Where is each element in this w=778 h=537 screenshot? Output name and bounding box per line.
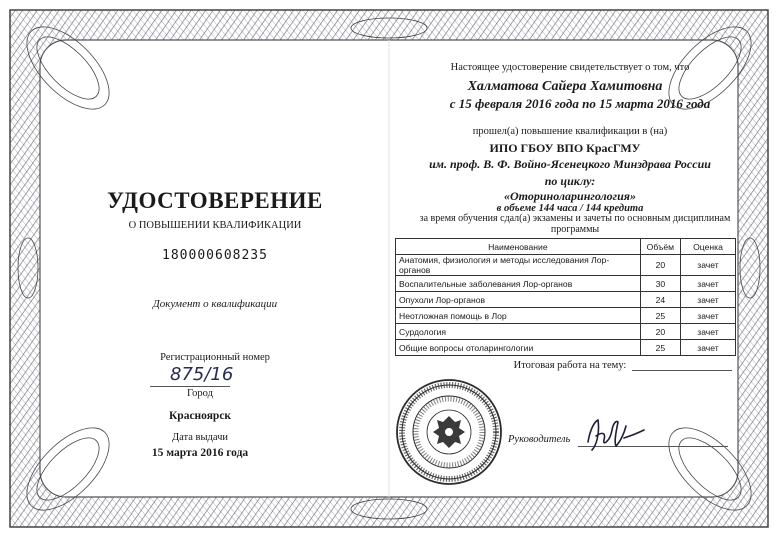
final-work-underline — [632, 370, 732, 371]
table-header-row — [396, 239, 736, 255]
table-row — [396, 340, 736, 356]
city-label: Город — [187, 388, 213, 399]
subject-grade: зачет — [681, 276, 736, 292]
head-label: Руководитель — [508, 434, 571, 445]
registration-underline — [150, 386, 230, 387]
registration-label: Регистрационный номер — [160, 352, 270, 363]
training-period: с 15 февраля 2016 года по 15 марта 2016 года — [449, 96, 711, 111]
subject-grade: зачет — [681, 292, 736, 308]
round-official-seal-icon — [395, 378, 503, 486]
subject-name: Опухоли Лор-органов — [396, 292, 641, 308]
subject-grade: зачет — [681, 340, 736, 356]
issue-date-value: 15 марта 2016 года — [151, 447, 249, 459]
cycle-name: «Оториноларингология» — [504, 189, 636, 203]
institution-name: ИПО ГБОУ ВПО КрасГМУ — [489, 141, 641, 155]
subjects-table — [395, 238, 736, 356]
header-name: Наименование — [396, 239, 641, 255]
subject-name: Анатомия, физиология и методы исследования Лор-органов — [396, 255, 641, 276]
city-value: Красноярск — [168, 410, 232, 422]
handwritten-signature-icon — [580, 412, 650, 454]
person-name: Халматова Сайера Хамитовна — [467, 79, 663, 94]
subject-name: Неотложная помощь в Лор — [396, 308, 641, 324]
cycle-label: по циклу: — [544, 174, 596, 188]
table-row — [396, 324, 736, 340]
header-grade: Оценка — [681, 239, 736, 255]
subject-volume: 20 — [640, 324, 680, 340]
trained-at-label: прошел(а) повышение квалификации в (на) — [472, 126, 668, 137]
subject-name: Общие вопросы отоларингологии — [396, 340, 641, 356]
header-volume: Объём — [640, 239, 680, 255]
subject-volume: 30 — [640, 276, 680, 292]
document-type: Документ о квалификации — [152, 298, 278, 310]
subject-volume: 25 — [640, 308, 680, 324]
table-row — [396, 292, 736, 308]
table-row — [396, 308, 736, 324]
subject-name: Воспалительные заболевания Лор-органов — [396, 276, 641, 292]
registration-number: 875/16 — [170, 364, 234, 385]
table-row — [396, 276, 736, 292]
final-work-label: Итоговая работа на тему: — [513, 360, 627, 371]
subject-grade: зачет — [681, 308, 736, 324]
exam-note: за время обучения сдал(а) экзамены и зачеты по основным дисциплинам программы — [419, 213, 731, 235]
subject-grade: зачет — [681, 255, 736, 276]
course-volume: в объеме 144 часа / 144 кредита — [496, 203, 644, 214]
document-subtitle: О ПОВЫШЕНИИ КВАЛИФИКАЦИИ — [128, 220, 302, 231]
subject-volume: 20 — [640, 255, 680, 276]
document-title: УДОСТОВЕРЕНИЕ — [107, 188, 323, 213]
document-number: 180000608235 — [162, 248, 268, 263]
institution-name-full: им. проф. В. Ф. Войно-Ясенецкого Минздрава России — [429, 157, 711, 171]
subject-grade: зачет — [681, 324, 736, 340]
subject-volume: 24 — [640, 292, 680, 308]
subject-volume: 25 — [640, 340, 680, 356]
intro-text: Настоящее удостоверение свидетельствует о том, что — [450, 62, 690, 73]
subject-name: Сурдология — [396, 324, 641, 340]
table-row — [396, 255, 736, 276]
issue-date-label: Дата выдачи — [171, 432, 229, 443]
